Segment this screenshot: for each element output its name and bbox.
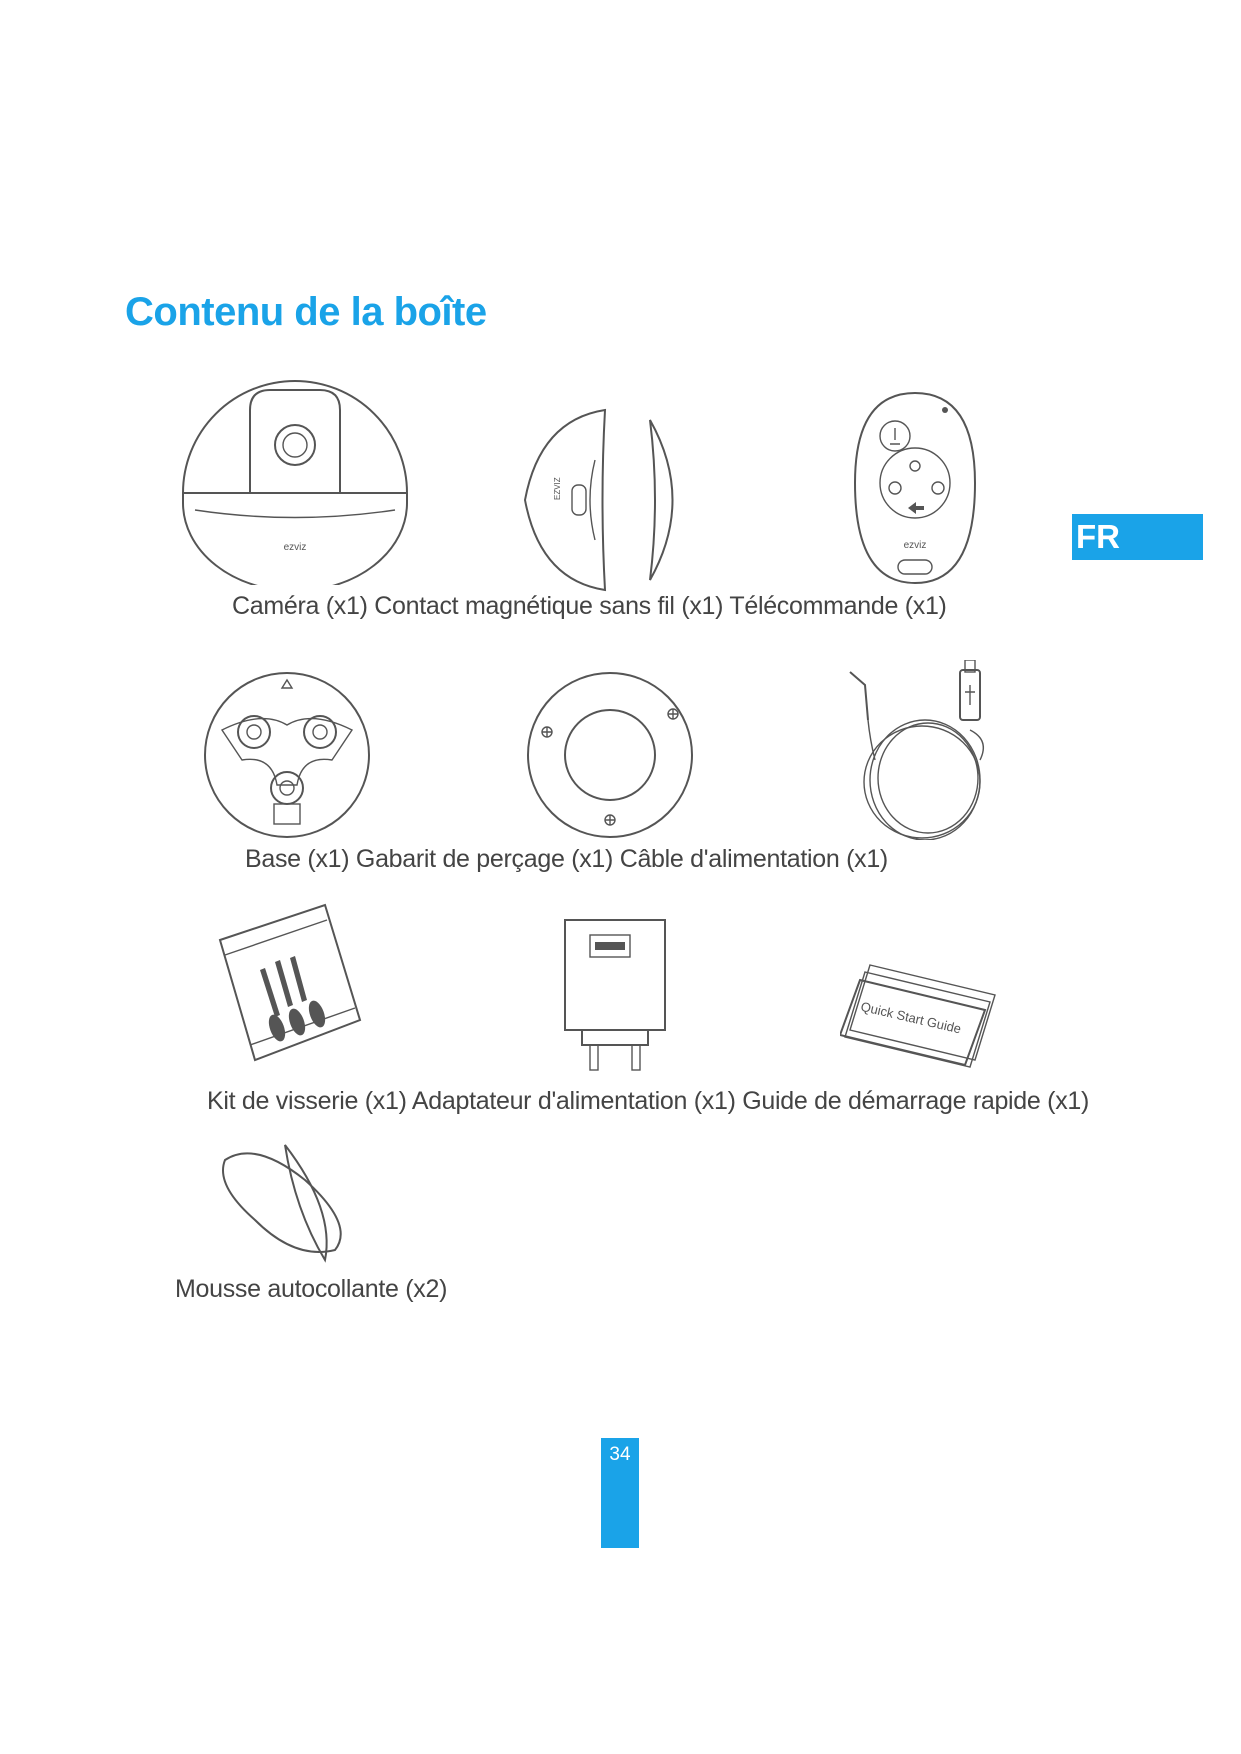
base-illustration (202, 670, 372, 840)
page-number: 34 (601, 1438, 639, 1548)
caption-row-1: Caméra (x1) Contact magnétique sans fil (x1) Télécommande (x1) (232, 592, 947, 620)
caption-row-4: Mousse autocollante (x2) (175, 1275, 448, 1303)
language-tab: FR (1072, 514, 1203, 560)
drilling-template-illustration (525, 670, 695, 840)
guide-cover-text: Quick Start Guide (859, 998, 963, 1037)
remote-control-illustration (850, 388, 980, 588)
svg-text:EZVIZ: EZVIZ (553, 477, 562, 500)
quick-start-guide-illustration (840, 960, 1000, 1070)
adhesive-foam-illustration (215, 1140, 365, 1270)
caption-row-2: Base (x1) Gabarit de perçage (x1) Câble d'alimentation (x1) (245, 845, 888, 873)
power-adapter-illustration (560, 915, 670, 1075)
camera-brand-label: ezviz (283, 542, 307, 553)
caption-row-3: Kit de visserie (x1) Adaptateur d'alimentation (x1) Guide de démarrage rapide (x1) (207, 1087, 1090, 1115)
camera-illustration (175, 375, 415, 585)
magnetic-contact-illustration (510, 400, 710, 600)
power-cable-illustration (840, 660, 1010, 840)
page-title: Contenu de la boîte (125, 290, 487, 334)
screw-kit-illustration (215, 900, 365, 1075)
remote-brand-label: ezviz (903, 540, 927, 551)
